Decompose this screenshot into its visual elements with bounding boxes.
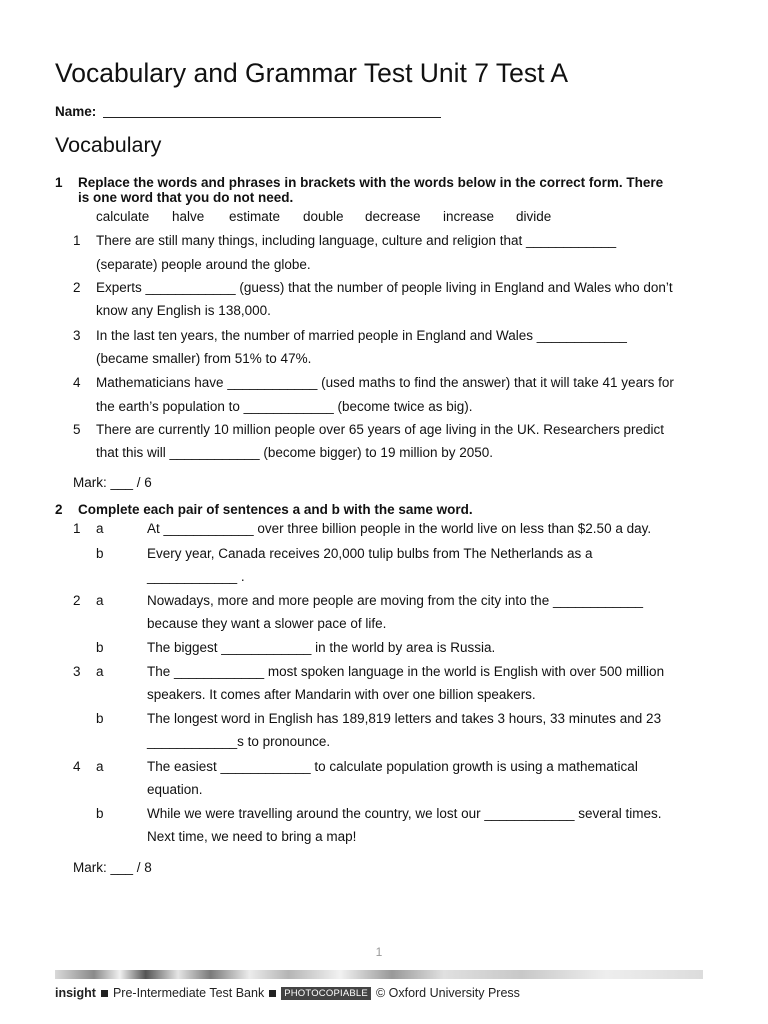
- footer-copyright: © Oxford University Press: [375, 986, 520, 1000]
- question-letter: a: [96, 664, 104, 679]
- name-label: Name:: [55, 104, 97, 119]
- question-text: There are currently 10 million people over 65 years of age living in the UK. Researchers predict: [96, 422, 665, 437]
- question-text: The ____________ most spoken language in the world is English with over 500 million: [147, 664, 665, 679]
- question-letter: a: [96, 759, 104, 774]
- question-letter: b: [96, 711, 104, 726]
- question-number: 3: [73, 328, 81, 343]
- question-number: 3: [73, 664, 81, 679]
- word-bank-item: increase: [443, 209, 495, 224]
- question-text: Next time, we need to bring a map!: [147, 829, 357, 844]
- question-text: speakers. It comes after Mandarin with over one billion speakers.: [147, 687, 536, 702]
- footer-brand: insight: [55, 986, 96, 1000]
- question-letter: a: [96, 593, 104, 608]
- question-number: 2: [73, 593, 81, 608]
- exercise-1-mark: Mark: ___ / 6: [73, 475, 152, 490]
- square-bullet-icon: [101, 990, 108, 997]
- question-text: (separate) people around the globe.: [96, 257, 311, 272]
- question-text: because they want a slower pace of life.: [147, 616, 387, 631]
- photocopiable-badge: PHOTOCOPIABLE: [281, 987, 371, 1000]
- question-text: The biggest ____________ in the world by area is Russia.: [147, 640, 496, 655]
- question-number: 4: [73, 759, 81, 774]
- question-letter: b: [96, 806, 104, 821]
- question-text: At ____________ over three billion people in the world live on less than $2.50 a day.: [147, 521, 652, 536]
- question-text: Experts ____________ (guess) that the number of people living in England and Wales who don’t: [96, 280, 673, 295]
- footer-photo-strip: [55, 970, 703, 979]
- square-bullet-icon: [269, 990, 276, 997]
- question-number: 1: [73, 233, 81, 248]
- word-bank-item: calculate: [96, 209, 150, 224]
- word-bank-item: divide: [516, 209, 552, 224]
- question-text: (became smaller) from 51% to 47%.: [96, 351, 312, 366]
- question-letter: b: [96, 640, 104, 655]
- question-text: ____________ .: [147, 569, 245, 584]
- word-bank-item: estimate: [229, 209, 281, 224]
- question-text: The longest word in English has 189,819 letters and takes 3 hours, 33 minutes and 23: [147, 711, 662, 726]
- page-number: 1: [375, 945, 383, 959]
- exercise-2-instruction: Complete each pair of sentences a and b with the same word.: [78, 502, 473, 517]
- question-text: know any English is 138,000.: [96, 303, 271, 318]
- word-bank-item: decrease: [365, 209, 421, 224]
- question-text: Nowadays, more and more people are moving from the city into the ____________: [147, 593, 644, 608]
- question-number: 1: [73, 521, 81, 536]
- section-title: Vocabulary: [55, 133, 162, 157]
- name-field-line: [103, 117, 441, 118]
- question-text: that this will ____________ (become bigger) to 19 million by 2050.: [96, 445, 493, 460]
- question-text: equation.: [147, 782, 203, 797]
- question-text: The easiest ____________ to calculate population growth is using a mathematical: [147, 759, 638, 774]
- question-text: There are still many things, including language, culture and religion that ____________: [96, 233, 617, 248]
- word-bank-item: halve: [172, 209, 205, 224]
- question-text: Every year, Canada receives 20,000 tulip bulbs from The Netherlands as a: [147, 546, 593, 561]
- footer-test-bank: Pre-Intermediate Test Bank: [112, 986, 265, 1000]
- question-number: 4: [73, 375, 81, 390]
- question-letter: b: [96, 546, 104, 561]
- exercise-1-instruction-line-2: is one word that you do not need.: [78, 190, 294, 205]
- question-text: In the last ten years, the number of married people in England and Wales ____________: [96, 328, 627, 343]
- question-text: While we were travelling around the country, we lost our ____________ several times.: [147, 806, 662, 821]
- exercise-1-number: 1: [55, 175, 63, 190]
- exercise-1-instruction-line-1: Replace the words and phrases in brackets with the words below in the correct form. There: [78, 175, 664, 190]
- word-bank-item: double: [303, 209, 344, 224]
- question-number: 5: [73, 422, 81, 437]
- exercise-2-mark: Mark: ___ / 8: [73, 860, 152, 875]
- exercise-2-number: 2: [55, 502, 63, 517]
- page-title: Vocabulary and Grammar Test Unit 7 Test A: [55, 58, 569, 88]
- footer: [55, 986, 520, 1000]
- question-text: ____________s to pronounce.: [147, 734, 331, 749]
- question-number: 2: [73, 280, 81, 295]
- question-letter: a: [96, 521, 104, 536]
- question-text: Mathematicians have ____________ (used maths to find the answer) that it will take 41 years for: [96, 375, 674, 390]
- question-text: the earth’s population to ____________ (become twice as big).: [96, 399, 473, 414]
